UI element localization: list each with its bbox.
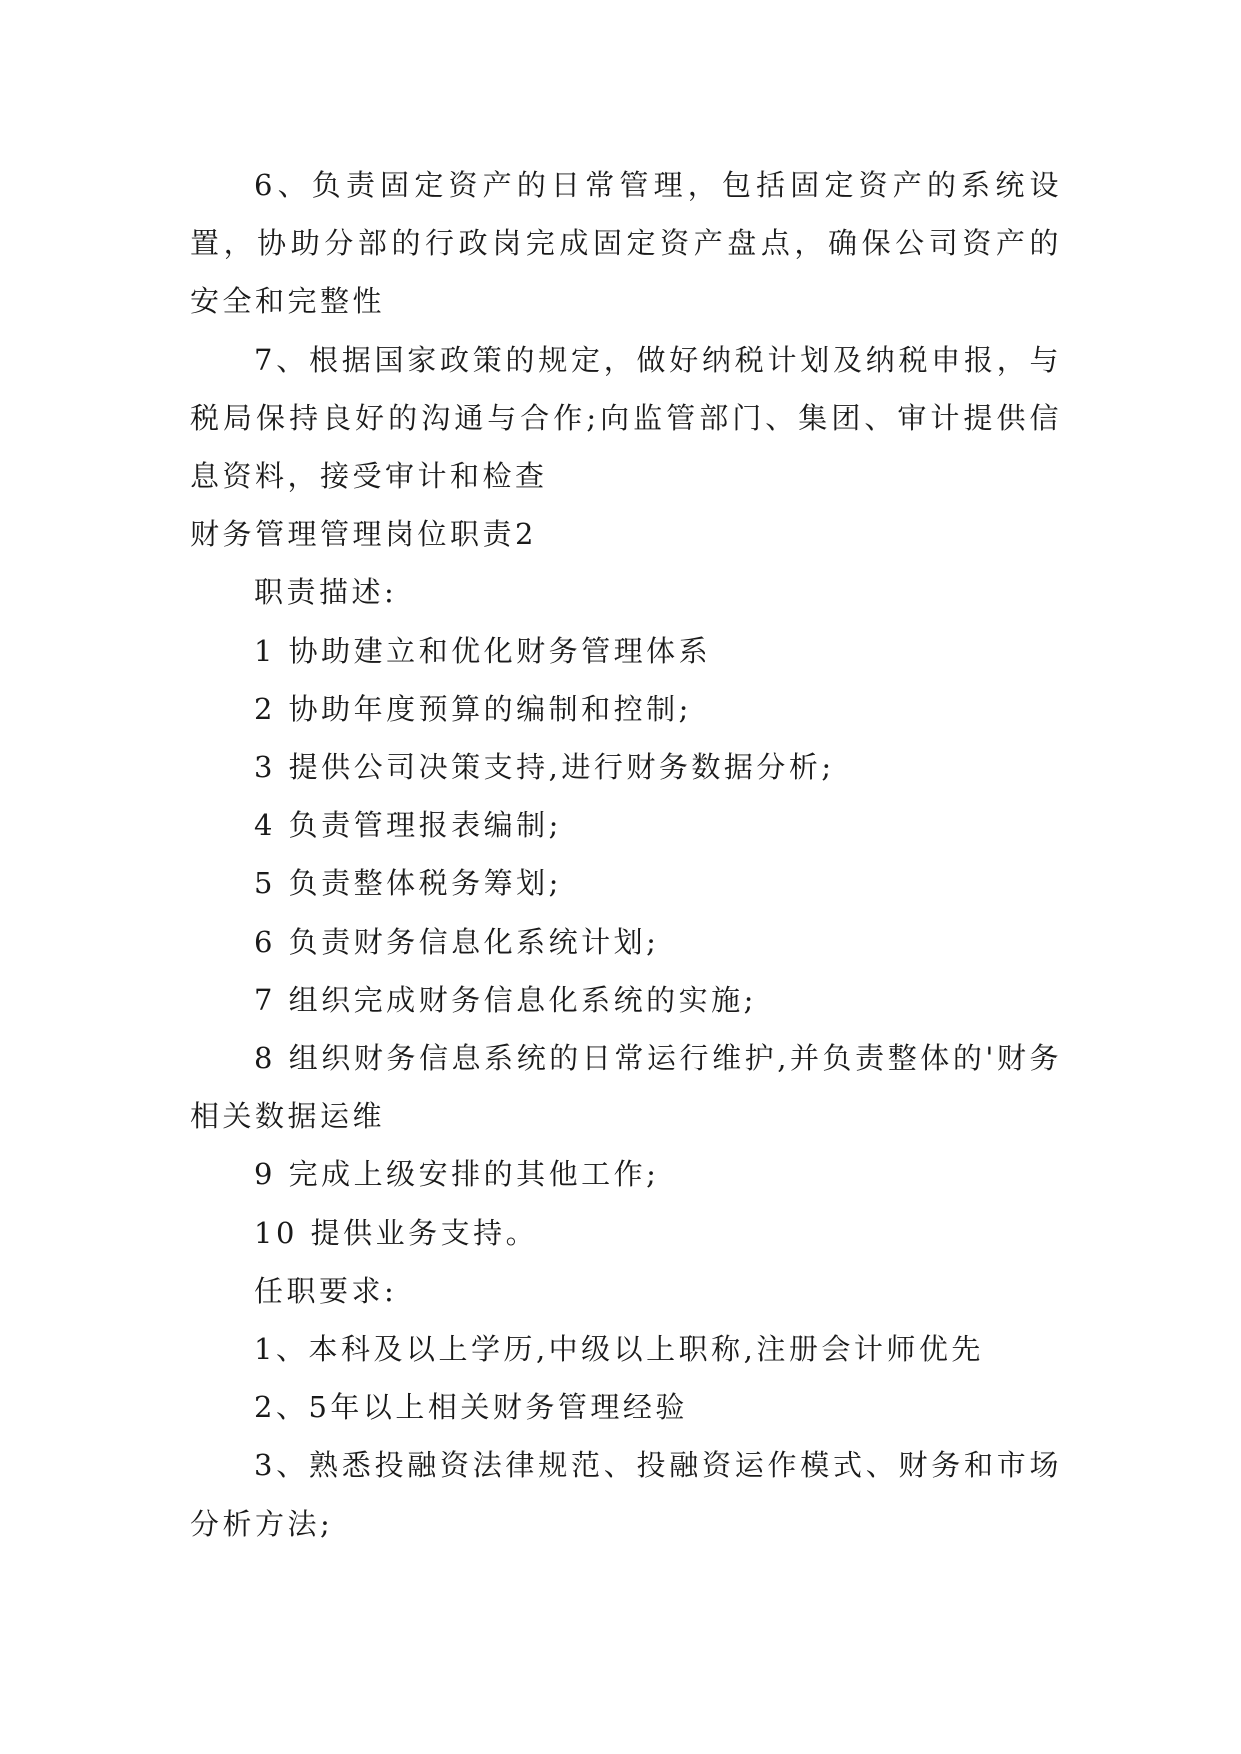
list-item: 1 协助建立和优化财务管理体系 bbox=[254, 633, 712, 668]
list-item: 8 组织财务信息系统的日常运行维护,并负责整体的'财务相关数据运维 bbox=[190, 1041, 1062, 1134]
list-item: 4 负责管理报表编制; bbox=[254, 808, 562, 843]
list-item: 7 组织完成财务信息化系统的实施; bbox=[254, 982, 757, 1017]
paragraph-duty-7: 7、根据国家政策的规定，做好纳税计划及纳税申报，与税局保持良好的沟通与合作;向监管部门、集团、审计提供信息资料，接受审计和检查 bbox=[190, 342, 1062, 494]
paragraph-duty-6: 6、负责固定资产的日常管理，包括固定资产的系统设置，协助分部的行政岗完成固定资产盘点，确保公司资产的安全和完整性 bbox=[190, 168, 1062, 319]
list-item: 9 完成上级安排的其他工作; bbox=[254, 1157, 660, 1192]
subheading-requirements: 任职要求: bbox=[254, 1273, 398, 1308]
section-heading: 财务管理管理岗位职责2 bbox=[190, 517, 537, 552]
requirement-item: 3、熟悉投融资法律规范、投融资运作模式、财务和市场分析方法; bbox=[190, 1448, 1062, 1541]
requirement-item: 1、本科及以上学历,中级以上职称,注册会计师优先 bbox=[254, 1332, 984, 1367]
list-item: 10 提供业务支持。 bbox=[254, 1215, 539, 1250]
list-item: 5 负责整体税务筹划; bbox=[254, 866, 562, 901]
subheading-job-description: 职责描述: bbox=[254, 575, 398, 610]
list-item: 3 提供公司决策支持,进行财务数据分析; bbox=[254, 750, 835, 785]
document-body bbox=[190, 156, 1062, 1553]
requirement-item: 2、5年以上相关财务管理经验 bbox=[254, 1390, 688, 1425]
list-item: 2 协助年度预算的编制和控制; bbox=[254, 691, 692, 726]
list-item: 6 负责财务信息化系统计划; bbox=[254, 924, 660, 959]
